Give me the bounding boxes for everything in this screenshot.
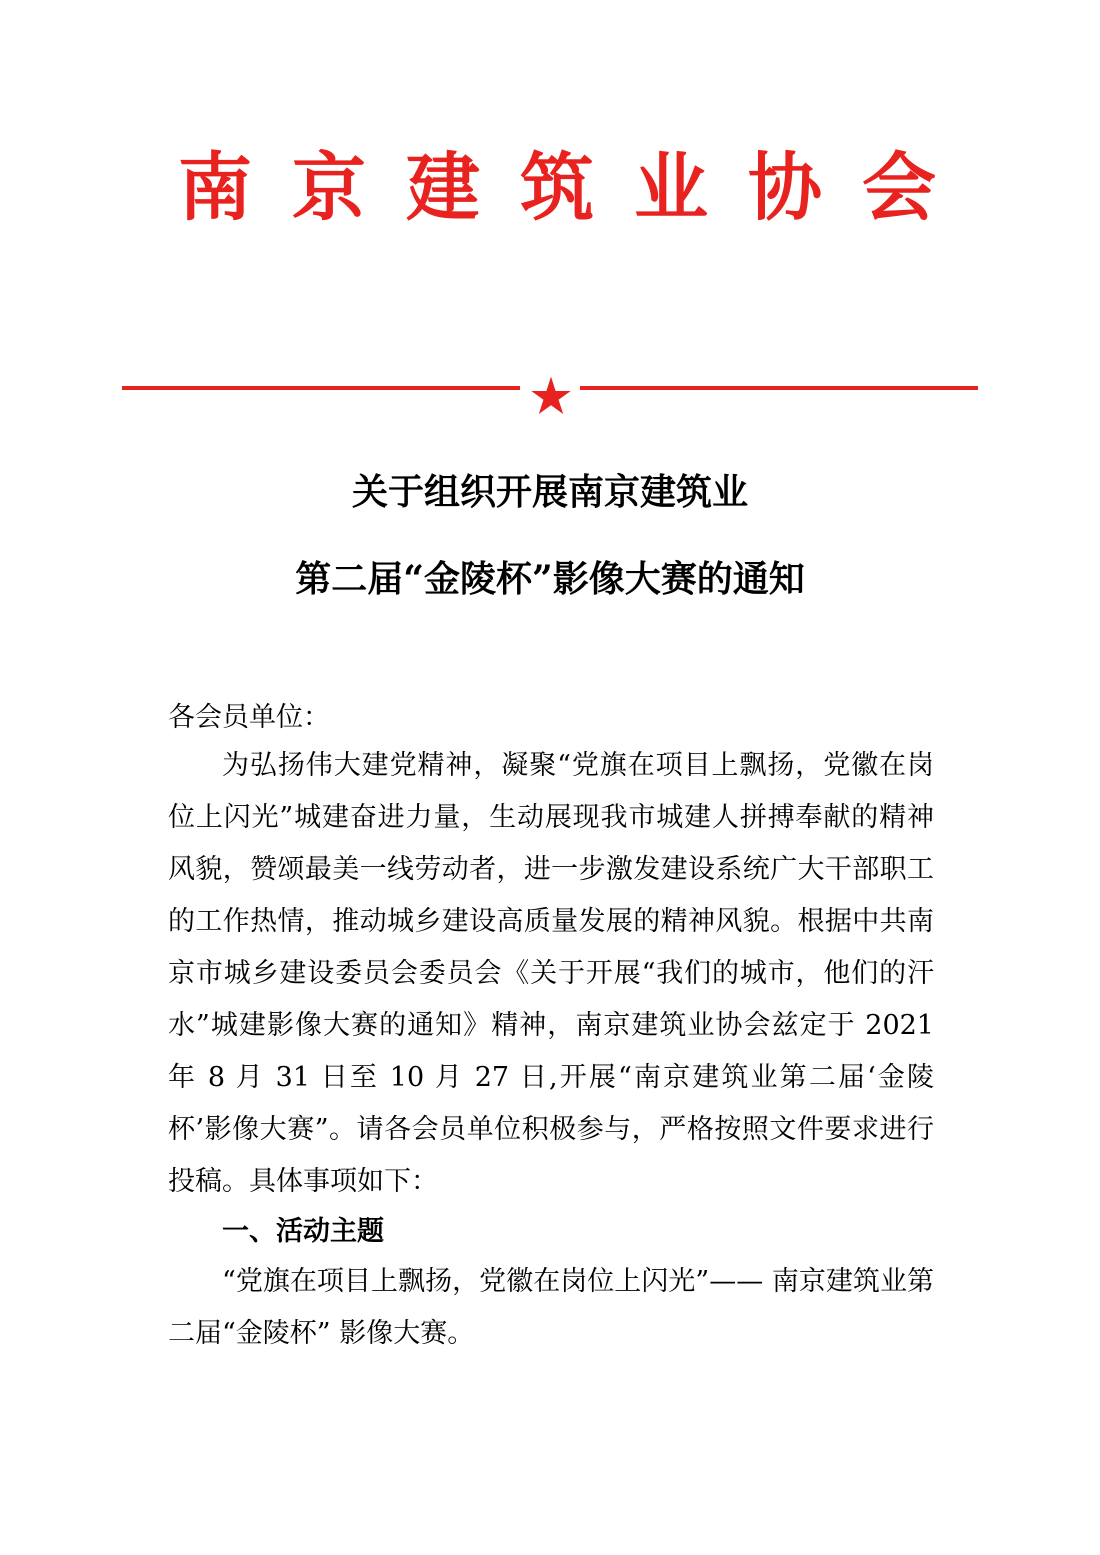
theme-paragraph-container	[168, 1256, 934, 1360]
star-shape	[531, 377, 570, 414]
document-title-line-1: 关于组织开展南京建筑业	[351, 471, 748, 513]
section-heading-theme: 一、活动主题	[222, 1216, 384, 1247]
star-icon	[530, 375, 572, 417]
letterhead-rule-left	[122, 386, 520, 390]
body-paragraph-container	[168, 740, 934, 1208]
letterhead-org-name: 南京建筑业协会	[178, 145, 976, 231]
letterhead-rule-right	[580, 386, 978, 390]
theme-paragraph: “党旗在项目上飘扬，党徽在岗位上闪光”—— 南京建筑业第二届“金陵杯” 影像大赛。	[168, 1266, 934, 1349]
body-paragraph: 为弘扬伟大建党精神，凝聚“党旗在项目上飘扬，党徽在岗位上闪光”城建奋进力量，生动展现我市城建人拼搏奉献的精神风貌，赞颂最美一线劳动者，进一步激发建设系统广大干部职工的工作热情，推动城乡建设高质量发展的精神风貌。根据中共南京市城乡建设委员会委员会《关于开展“我们的城市，他们的汗水”城建影像大赛的通知》精神，南京建筑业协会兹定于 2021 年 8 月 31 日至 10 月 27 日,开展“南京建筑业第二届‘金陵杯’影像大赛”。请各会员单位积极参与，严格按照文件要求进行投稿。具体事项如下：	[168, 750, 934, 1197]
document-title-line-2: 第二届“金陵杯”影像大赛的通知	[295, 558, 805, 600]
salutation: 各会员单位：	[168, 702, 330, 733]
